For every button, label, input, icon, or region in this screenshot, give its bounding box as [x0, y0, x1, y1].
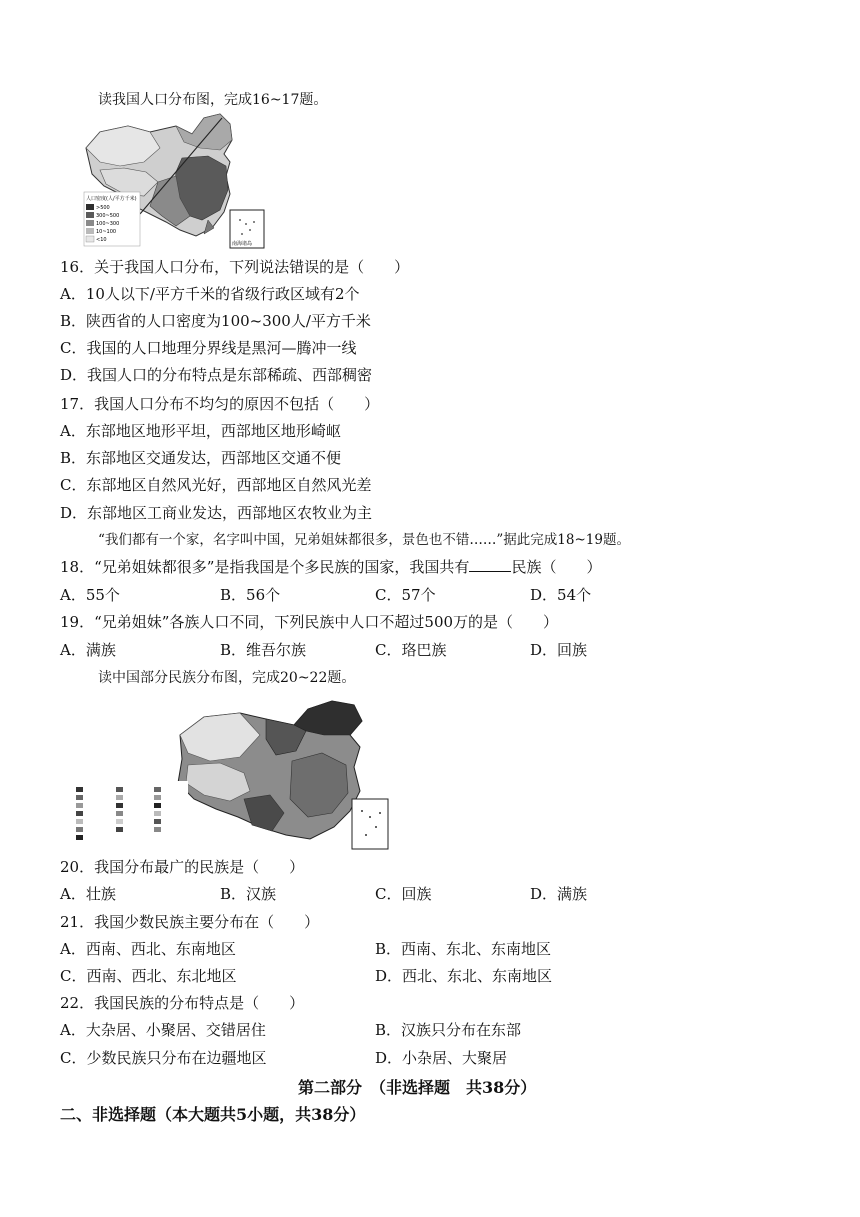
south-china-sea-inset — [230, 210, 264, 248]
q19-option-b: B．维吾尔族 — [220, 641, 307, 659]
q21-option-b: B．西南、东北、东南地区 — [375, 940, 552, 958]
svg-text:10~100: 10~100 — [96, 229, 117, 235]
intro-ethnic-map: 读中国部分民族分布图，完成20~22题。 — [98, 670, 356, 686]
q20-option-a: A．壮族 — [60, 885, 116, 903]
intro-population-map: 读我国人口分布图，完成16~17题。 — [98, 92, 328, 108]
svg-text:100~300: 100~300 — [96, 221, 120, 227]
question-17-stem: 17．我国人口分布不均匀的原因不包括（ ） — [60, 395, 380, 413]
section-two-title: 二、非选择题（本大题共5小题，共38分） — [60, 1105, 366, 1124]
intro-song-lyrics: “我们都有一个家，名字叫中国，兄弟姐妹都很多，景色也不错……”据此完成18~19题。 — [98, 532, 630, 548]
question-20-stem: 20．我国分布最广的民族是（ ） — [60, 858, 305, 876]
q21-option-a: A．西南、西北、东南地区 — [60, 940, 236, 958]
q21-option-c: C．西南、西北、东北地区 — [60, 967, 237, 985]
population-distribution-map — [80, 110, 270, 250]
map1-legend — [84, 192, 140, 246]
legend-title: 人口密度(人/平方千米) — [86, 196, 137, 202]
q21-option-d: D．西北、东北、东南地区 — [375, 967, 553, 985]
q18-option-b: B．56个 — [220, 586, 281, 604]
q16-option-d: D．我国人口的分布特点是东部稀疏、西部稠密 — [60, 366, 373, 384]
question-18-stem: 18．“兄弟姐妹都很多”是指我国是个多民族的国家，我国共有 民族（ ） — [60, 558, 602, 576]
q16-option-c: C．我国的人口地理分界线是黑河—腾冲一线 — [60, 339, 357, 357]
q17-option-b: B．东部地区交通发达，西部地区交通不便 — [60, 449, 342, 467]
q20-option-c: C．回族 — [375, 885, 432, 903]
svg-text:南海诸岛: 南海诸岛 — [232, 241, 253, 247]
south-china-sea-inset — [352, 799, 388, 849]
q20-option-b: B．汉族 — [220, 885, 277, 903]
question-22-stem: 22．我国民族的分布特点是（ ） — [60, 994, 305, 1012]
question-16-stem: 16．关于我国人口分布，下列说法错误的是（ ） — [60, 258, 410, 276]
q19-option-c: C．珞巴族 — [375, 641, 447, 659]
ethnic-distribution-map — [70, 695, 395, 855]
q17-option-c: C．东部地区自然风光好，西部地区自然风光差 — [60, 476, 372, 494]
q22-option-c: C．少数民族只分布在边疆地区 — [60, 1049, 267, 1067]
svg-text:<10: <10 — [96, 237, 107, 243]
q18-option-c: C．57个 — [375, 586, 436, 604]
question-21-stem: 21．我国少数民族主要分布在（ ） — [60, 913, 320, 931]
q19-option-d: D．回族 — [530, 641, 588, 659]
q17-option-d: D．东部地区工商业发达，西部地区农牧业为主 — [60, 504, 373, 522]
svg-text:300~500: 300~500 — [96, 213, 120, 219]
q17-option-a: A．东部地区地形平坦，西部地区地形崎岖 — [60, 422, 341, 440]
q18-option-d: D．54个 — [530, 586, 592, 604]
part-two-title: 第二部分 （非选择题 共38分） — [298, 1078, 537, 1097]
q16-option-b: B．陕西省的人口密度为100~300人/平方千米 — [60, 312, 371, 330]
question-19-stem: 19．“兄弟姐妹”各族人口不同，下列民族中人口不超过500万的是（ ） — [60, 613, 559, 631]
q22-option-a: A．大杂居、小聚居、交错居住 — [60, 1021, 266, 1039]
q22-option-b: B．汉族只分布在东部 — [375, 1021, 522, 1039]
svg-text:>500: >500 — [96, 205, 110, 211]
answer-blank — [469, 557, 511, 572]
q19-option-a: A．满族 — [60, 641, 116, 659]
q22-option-d: D．小杂居、大聚居 — [375, 1049, 508, 1067]
q16-option-a: A．10人以下/平方千米的省级行政区域有2个 — [60, 285, 360, 303]
q20-option-d: D．满族 — [530, 885, 588, 903]
q18-option-a: A．55个 — [60, 586, 120, 604]
